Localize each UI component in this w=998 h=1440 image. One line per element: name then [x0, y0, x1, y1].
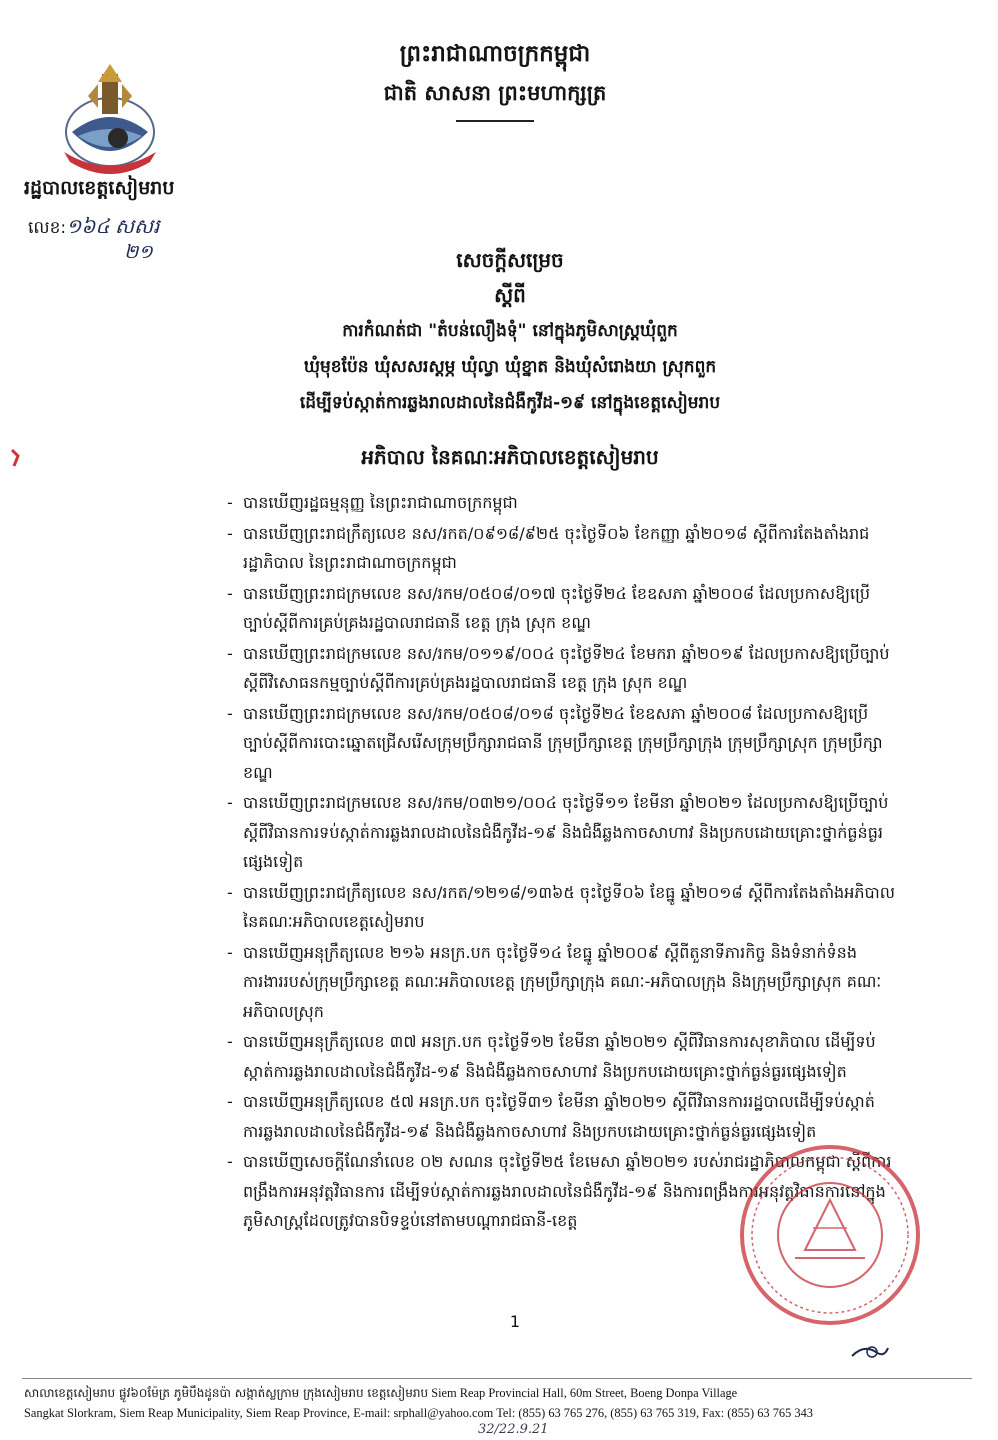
- decision-title-block: [120, 243, 900, 475]
- national-motto: ជាតិ សាសនា ព្រះមហាក្សត្រ: [383, 81, 607, 105]
- kingdom-header: [330, 34, 660, 128]
- list-item: - បានឃើញព្រះរាជក្រមលេខ នស/រកម/០៥០៨/០១៨ ចុះថ្ងៃទី២៤ ខែឧសភា ឆ្នាំ២០០៨ ដែលប្រកាសឱ្យប្រើច្បាប់ស្តីពីការបោះឆ្នោតជ្រើសរើសក្រុមប្រឹក្សារាជធានី ក្រុមប្រឹក្សាខេត្ត ក្រុមប្រឹក្សាក្រុង ក្រុមប្រឹក្សាស្រុក ក្រុមប្រឹក្សាខណ្ឌ: [225, 699, 895, 788]
- footer-line-1: [24, 1383, 974, 1403]
- footer-address: [24, 1383, 974, 1423]
- concerning-label: ស្តីពី: [494, 283, 526, 307]
- official-stamp-icon: [735, 1140, 925, 1330]
- list-item: - បានឃើញព្រះរាជក្រឹត្យលេខ នស/រកត/១២១៨/១៣៦៥ ចុះថ្ងៃទី០៦ ខែធ្នូ ឆ្នាំ២០១៨ ស្តីពីការតែងតាំងអភិបាល នៃគណៈអភិបាលខេត្តសៀមរាប: [225, 878, 895, 937]
- footer-address-khmer: សាលាខេត្តសៀមរាប ផ្លូវ៦០ម៉ែត្រ ភូមិបឹងដូនប៉ា សង្កាត់ស្លក្រាម ក្រុងសៀមរាប ខេត្តសៀមរាប: [24, 1386, 429, 1400]
- subject-line-2: ឃុំមុខប៉ែន ឃុំសសរស្តម្ភ ឃុំល្វា ឃុំខ្នាត និងឃុំសំរោងយា ស្រុកពួក: [303, 357, 717, 377]
- handwritten-note: 32/22.9.21: [478, 1422, 549, 1437]
- footer-address-english: Siem Reap Provincial Hall, 60m Street, Boeng Donpa Village: [431, 1386, 738, 1400]
- reference-number-value: ១៦៤: [66, 214, 110, 238]
- list-item: - បានឃើញសេចក្តីណែនាំលេខ ០២ សណន ចុះថ្ងៃទី២៥ ខែមេសា ឆ្នាំ២០២១ របស់រាជរដ្ឋាភិបាលកម្ពុជា ស្តីពីការពង្រឹងការអនុវត្តវិធានការ ដើម្បីទប់ស្កាត់ការឆ្លងរាលដាលនៃជំងឺកូវីដ-១៩ និងការពង្រឹងការអនុវត្តវិធានការនៅក្នុងភូមិសាស្ត្រដែលត្រូវបានបិទខ្ទប់នៅតាមបណ្តារាជធានី-ខេត្ត: [225, 1147, 895, 1236]
- list-item: - បានឃើញអនុក្រឹត្យលេខ ២១៦ អនក្រ.បក ចុះថ្ងៃទី១៤ ខែធ្នូ ឆ្នាំ២០០៩ ស្តីពីតួនាទីភារកិច្ច និងទំនាក់ទំនងការងាររបស់ក្រុមប្រឹក្សាខេត្ត គណៈអភិបាលខេត្ត ក្រុមប្រឹក្សាក្រុង គណៈ-អភិបាលក្រុង និងក្រុមប្រឹក្សាស្រុក គណៈអភិបាលស្រុក: [225, 938, 895, 1027]
- red-ink-mark-icon: [8, 448, 24, 468]
- reference-year: ២១: [124, 241, 153, 263]
- provincial-administration-name: រដ្ឋបាលខេត្តសៀមរាប: [24, 177, 175, 199]
- subject-line-1: ការកំណត់ជា "តំបន់លឿងទុំ" នៅក្នុងភូមិសាស្ត្រឃុំពួក: [342, 321, 678, 341]
- list-item: - បានឃើញអនុក្រឹត្យលេខ ៥៧ អនក្រ.បក ចុះថ្ងៃទី៣១ ខែមីនា ឆ្នាំ២០២១ ស្តីពីវិធានការរដ្ឋបាលដើម្បីទប់ស្កាត់ការឆ្លងរាលដាលនៃជំងឺកូវីដ-១៩ និងជំងឺឆ្លងកាចសាហាវ និងប្រកបដោយគ្រោះថ្នាក់ធ្ងន់ធ្ងរផ្សេងទៀត: [225, 1087, 895, 1146]
- reference-suffix: សសរ: [114, 214, 160, 238]
- list-item: - បានឃើញអនុក្រឹត្យលេខ ៣៧ អនក្រ.បក ចុះថ្ងៃទី១២ ខែមីនា ឆ្នាំ២០២១ ស្តីពីវិធានការសុខាភិបាល ដើម្បីទប់ស្កាត់ការឆ្លងរាលដាលនៃជំងឺកូវីដ-១៩ និងជំងឺឆ្លងកាចសាហាវ និងប្រកបដោយគ្រោះថ្នាក់ធ្ងន់ធ្ងរផ្សេងទៀត: [225, 1027, 895, 1086]
- legal-basis-list: [225, 488, 895, 1237]
- document-type: សេចក្តីសម្រេច: [456, 248, 564, 272]
- initial-signature-icon: [850, 1338, 890, 1366]
- list-item: - បានឃើញព្រះរាជក្រមលេខ នស/រកម/០១១៩/០០៤ ចុះថ្ងៃទី២៤ ខែមករា ឆ្នាំ២០១៩ ដែលប្រកាសឱ្យប្រើច្បាប់ស្តីពីវិសោធនកម្មច្បាប់ស្តីពីការគ្រប់គ្រងរដ្ឋបាលរាជធានី ខេត្ត ក្រុង ស្រុក ខណ្ឌ: [225, 639, 895, 698]
- subject-line-3: ដើម្បីទប់ស្កាត់ការឆ្លងរាលដាលនៃជំងឺកូវីដ-១៩ នៅក្នុងខេត្តសៀមរាប: [299, 393, 721, 413]
- reference-number: [28, 213, 159, 243]
- list-item: - បានឃើញរដ្ឋធម្មនុញ្ញ នៃព្រះរាជាណាចក្រកម្ពុជា: [225, 488, 895, 518]
- siem-reap-logo-icon: [58, 62, 162, 174]
- list-item: - បានឃើញព្រះរាជក្រឹត្យលេខ នស/រកត/០៩១៨/៩២៥ ចុះថ្ងៃទី០៦ ខែកញ្ញា ឆ្នាំ២០១៨ ស្តីពីការតែងតាំងរាជរដ្ឋាភិបាល នៃព្រះរាជាណាចក្រកម្ពុជា: [225, 519, 895, 578]
- kingdom-name: ព្រះរាជាណាចក្រកម្ពុជា: [399, 41, 591, 67]
- footer-line-2: Sangkat Slorkram, Siem Reap Municipality, Siem Reap Province, E-mail: srphall@yahoo.com Tel: (855) 63 765 276, (855) 63 765 319, Fax: (855) 63 765 343: [24, 1406, 813, 1420]
- list-item: - បានឃើញព្រះរាជក្រមលេខ នស/រកម/០៣២១/០០៤ ចុះថ្ងៃទី១១ ខែមីនា ឆ្នាំ២០២១ ដែលប្រកាសឱ្យប្រើច្បាប់ស្តីពីវិធានការទប់ស្កាត់ការឆ្លងរាលដាលនៃជំងឺកូវីដ-១៩ និងជំងឺឆ្លងកាចសាហាវ និងប្រកបដោយគ្រោះថ្នាក់ធ្ងន់ធ្ងរផ្សេងទៀត: [225, 788, 895, 877]
- page-number: 1: [509, 1312, 521, 1331]
- reference-label: លេខ:: [28, 218, 67, 238]
- footer-divider: [22, 1378, 972, 1379]
- issuer-title: អភិបាល នៃគណៈអភិបាលខេត្តសៀមរាប: [361, 445, 659, 469]
- header-divider: [456, 120, 534, 128]
- list-item: - បានឃើញព្រះរាជក្រមលេខ នស/រកម/០៥០៨/០១៧ ចុះថ្ងៃទី២៤ ខែឧសភា ឆ្នាំ២០០៨ ដែលប្រកាសឱ្យប្រើច្បាប់ស្តីពីការគ្រប់គ្រងរដ្ឋបាលរាជធានី ខេត្ត ក្រុង ស្រុក ខណ្ឌ: [225, 579, 895, 638]
